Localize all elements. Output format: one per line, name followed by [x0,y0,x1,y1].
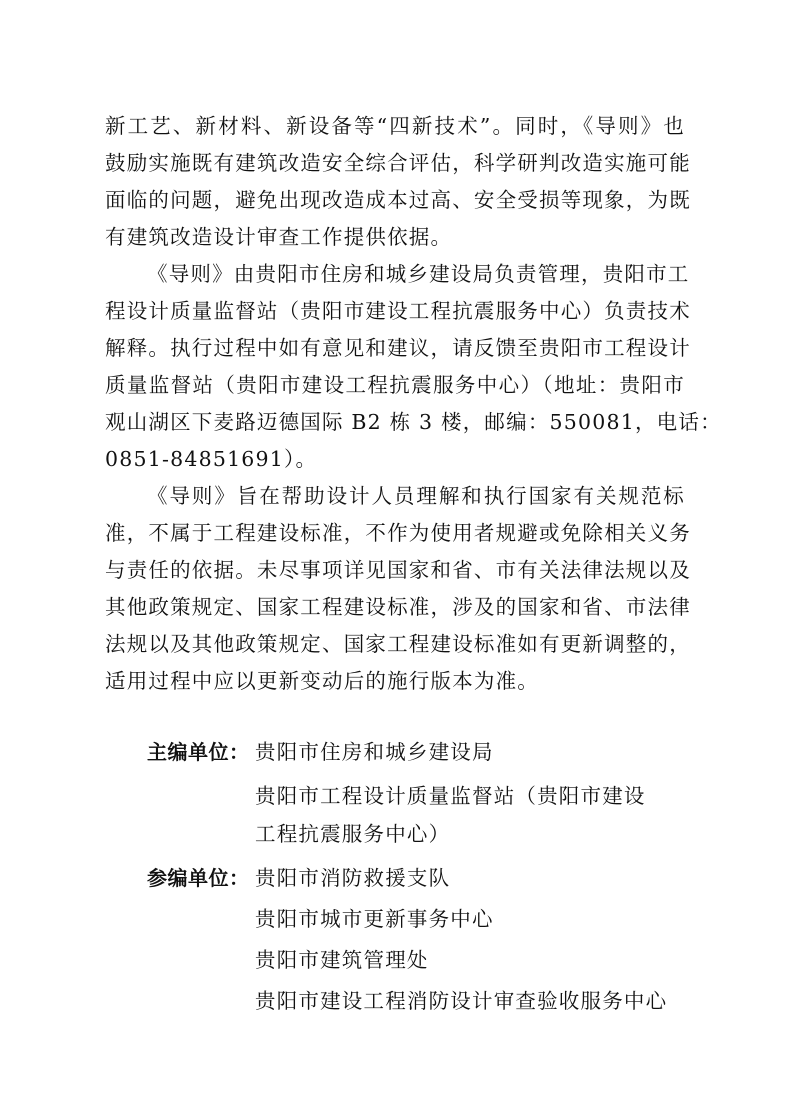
chief-editor-org: 工程抗震服务中心） [255,822,451,846]
participating-editor-org: 贵阳市建设工程消防设计审查验收服务中心 [255,989,668,1013]
chief-editor-org: 贵阳市住房和城乡建设局 [255,740,494,764]
paragraph-line: 有建筑改造设计审查工作提供依据。 [105,225,453,249]
paragraph-line: 解释。执行过程中如有意见和建议，请反馈至贵阳市工程设计 [105,336,691,360]
paragraph-line: 适用过程中应以更新变动后的施行版本为准。 [105,669,539,693]
paragraph-line: 程设计质量监督站（贵阳市建设工程抗震服务中心）负责技术 [105,299,691,323]
paragraph-line: 其他政策规定、国家工程建设标准，涉及的国家和省、市法律 [105,595,691,619]
chief-editor-org: 贵阳市工程设计质量监督站（贵阳市建设 [255,784,646,808]
paragraph-line: 鼓励实施既有建筑改造安全综合评估，科学研判改造实施可能 [105,151,691,175]
paragraph-line: 新工艺、新材料、新设备等“四新技术”。同时，《导则》也 [105,114,685,138]
paragraph-line: 《导则》由贵阳市住房和城乡建设局负责管理，贵阳市工 [147,262,690,286]
paragraph-line: 法规以及其他政策规定、国家工程建设标准如有更新调整的， [105,632,691,656]
paragraph-line: 质量监督站（贵阳市建设工程抗震服务中心）（地址：贵阳市 [105,373,685,397]
chief-editor-label: 主编单位： [147,740,250,764]
participating-editor-org: 贵阳市建筑管理处 [255,948,429,972]
paragraph-line: 0851-84851691）。 [105,447,318,471]
participating-editor-label: 参编单位： [147,866,250,890]
participating-editor-org: 贵阳市消防救援支队 [255,866,451,890]
paragraph-line: 准，不属于工程建设标准，不作为使用者规避或免除相关义务 [105,521,691,545]
paragraph-line: 观山湖区下麦路迈德国际 B2 栋 3 楼，邮编：550081，电话： [105,410,722,434]
participating-editor-org: 贵阳市城市更新事务中心 [255,907,494,931]
paragraph-line: 面临的问题，避免出现改造成本过高、安全受损等现象，为既 [105,188,691,212]
paragraph-line: 《导则》旨在帮助设计人员理解和执行国家有关规范标 [147,484,685,508]
paragraph-line: 与责任的依据。未尽事项详见国家和省、市有关法律法规以及 [105,558,691,582]
